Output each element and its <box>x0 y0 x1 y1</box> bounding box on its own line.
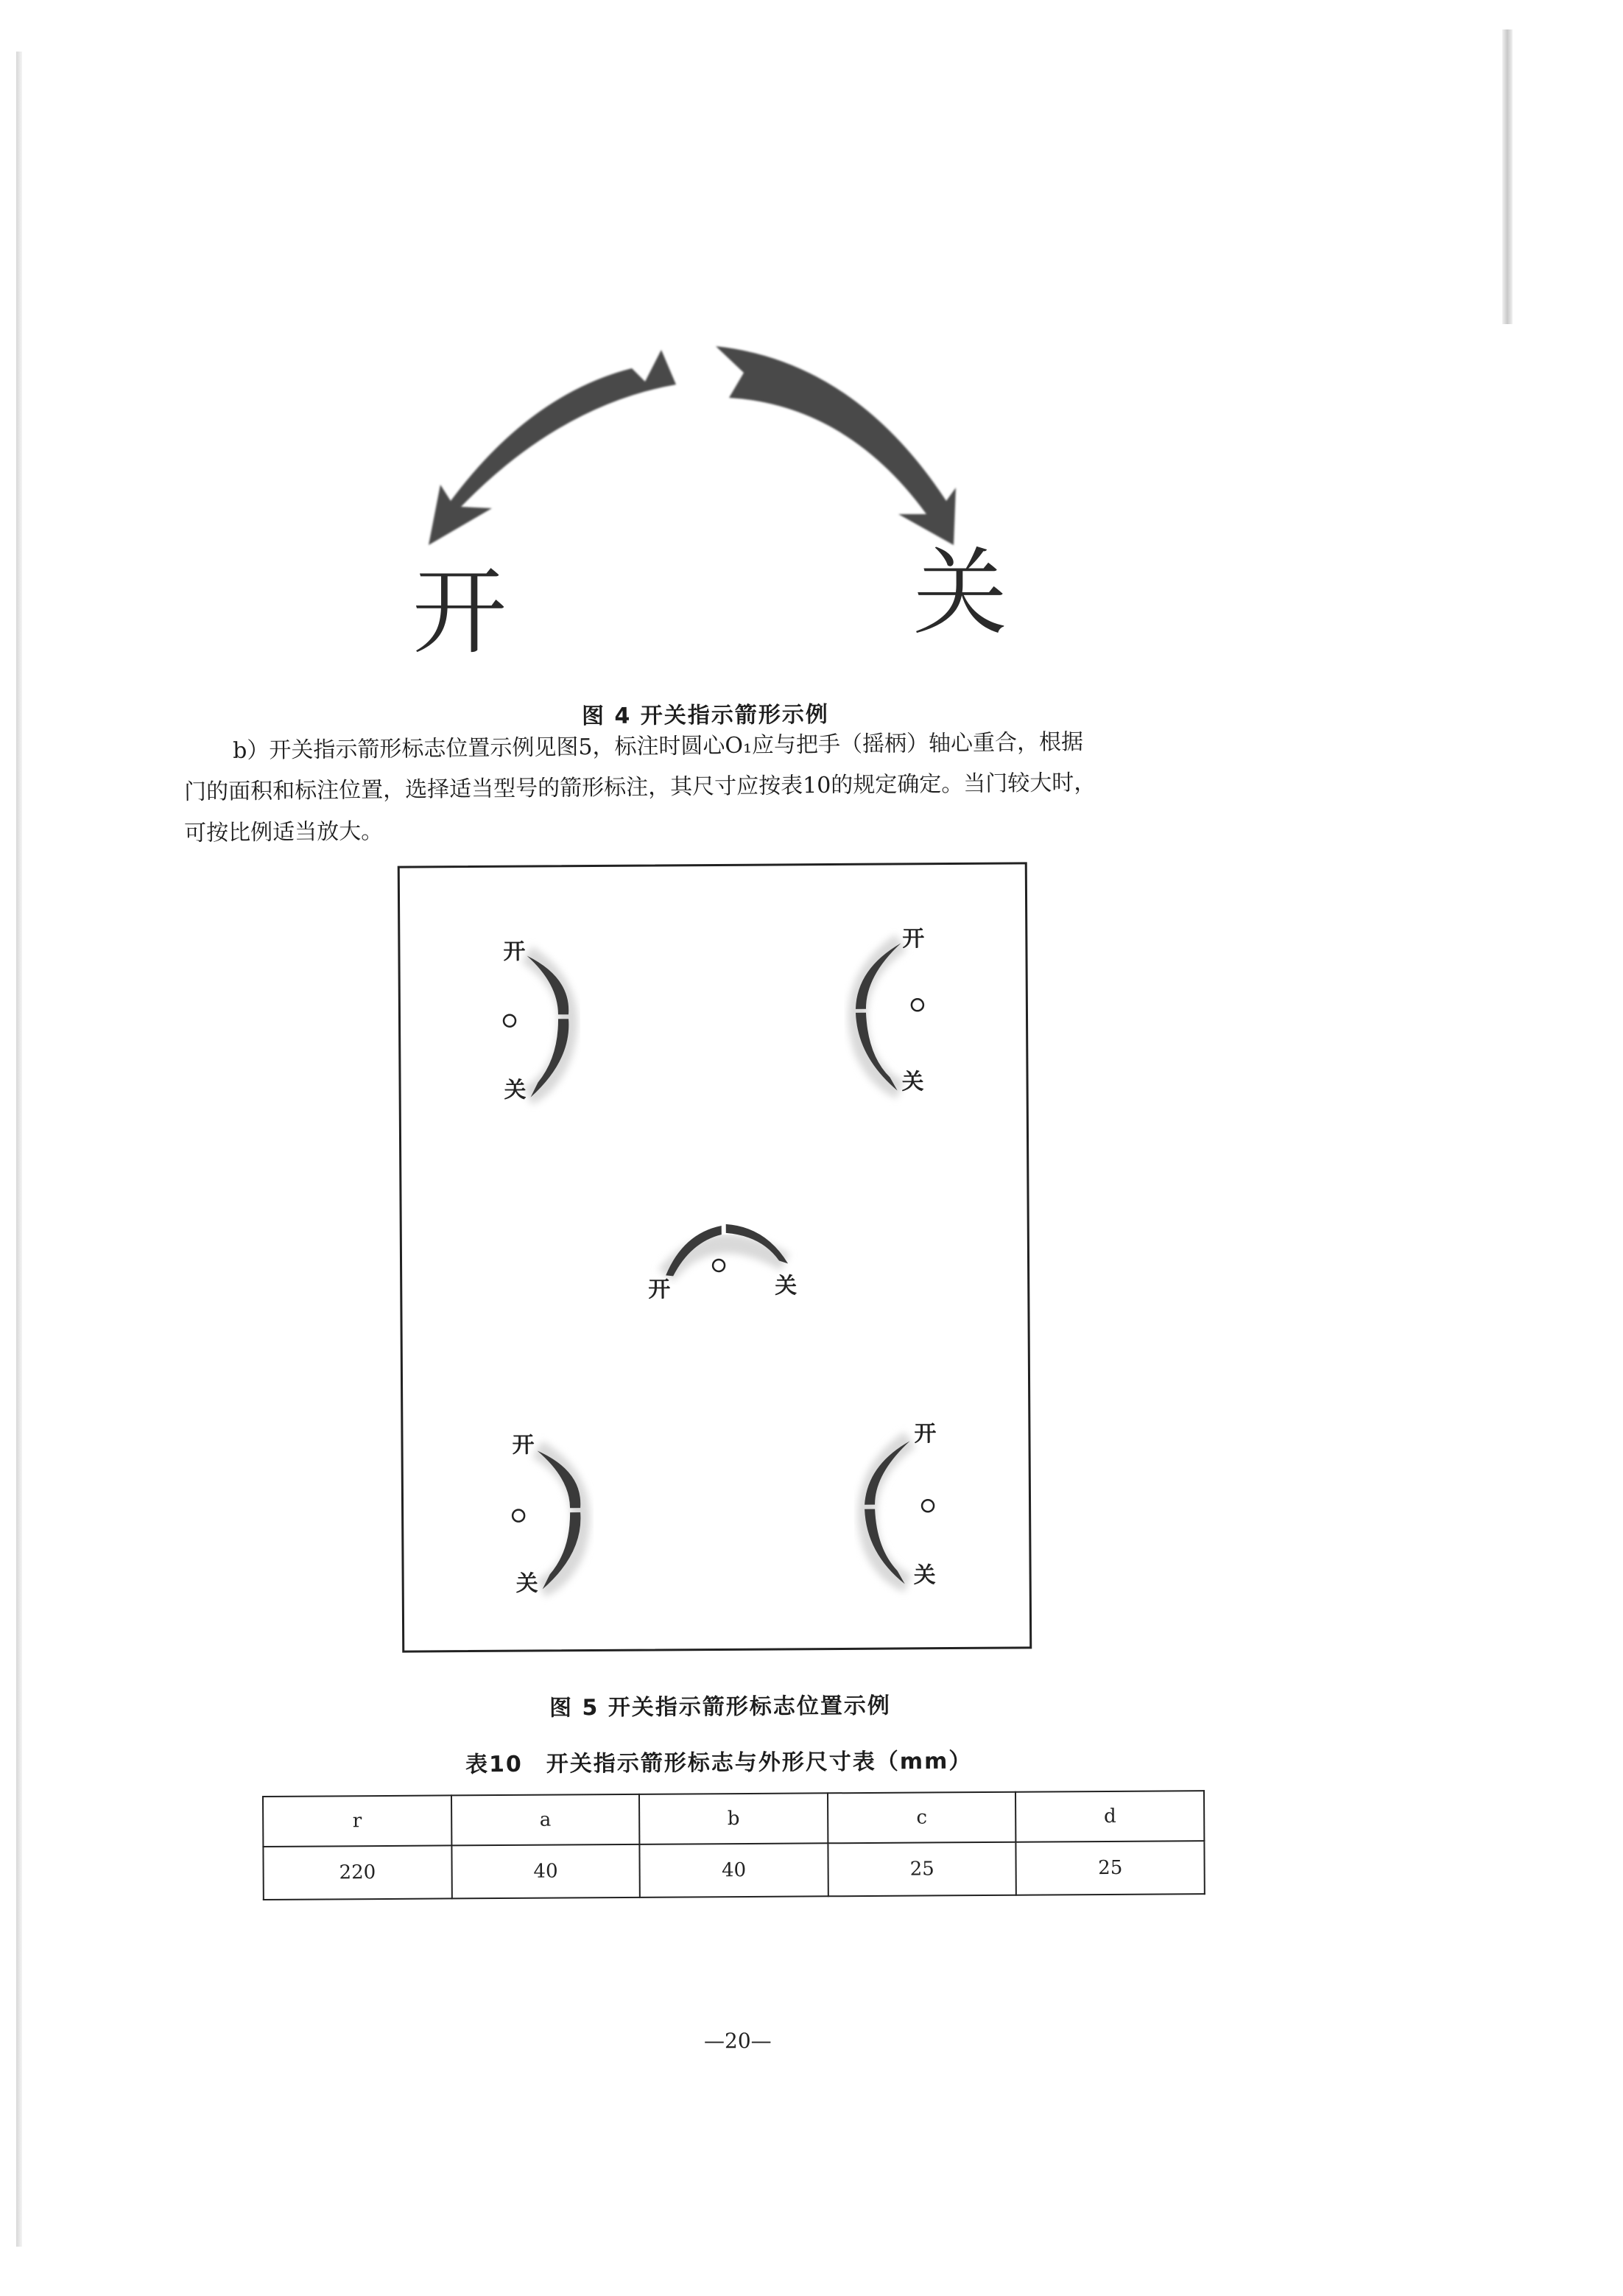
figure4-close-label: 关 <box>913 538 1008 648</box>
table10-header-cell: d <box>1015 1791 1204 1842</box>
mark-bottom-right-close-label: 关 <box>913 1562 936 1589</box>
mark-top-left-close-label: 关 <box>504 1077 527 1103</box>
table10-value-cell: 25 <box>1016 1841 1205 1895</box>
table10 <box>262 1790 1205 1900</box>
mark-center-open-label: 开 <box>648 1277 671 1303</box>
table10-value-cell: 220 <box>263 1845 451 1900</box>
figure4-open-label: 开 <box>412 558 507 667</box>
table10-header-cell: r <box>263 1795 451 1847</box>
figure4-caption: 图 4 开关指示箭形示例 <box>581 701 829 730</box>
figure4-open-arrow <box>429 350 676 545</box>
table10-value-cell: 40 <box>640 1843 828 1897</box>
mark-center <box>666 1224 788 1276</box>
mark-center-close-label: 关 <box>775 1273 798 1299</box>
paragraph-line-3: 可按比例适当放大。 <box>184 818 384 846</box>
table10-header-cell: a <box>451 1794 640 1846</box>
figure5-door-frame <box>398 862 1032 1652</box>
scan-edge-right <box>1502 29 1513 324</box>
figure4-close-arrow <box>716 346 956 545</box>
figure5-marks <box>400 864 1035 1654</box>
page-number: —20— <box>704 2029 772 2053</box>
mark-top-right-open-label: 开 <box>902 926 925 952</box>
mark-top-left-open-label: 开 <box>503 938 526 965</box>
table10-header-row <box>263 1791 1204 1847</box>
paragraph-line-1: b）开关指示箭形标志位置示例见图5，标注时圆心O₁应与把手（摇柄）轴心重合，根据 <box>233 729 1084 764</box>
mark-bottom-left-open-label: 开 <box>512 1432 535 1458</box>
mark-bottom-left-close-label: 关 <box>515 1570 538 1597</box>
table10-header-cell: c <box>828 1792 1016 1844</box>
scan-edge-left <box>16 52 22 2247</box>
table10-header-cell: b <box>639 1793 828 1844</box>
figure5-caption: 图 5 开关指示箭形标志位置示例 <box>549 1693 891 1721</box>
mark-bottom-left <box>513 1449 581 1590</box>
table10-value-cell: 40 <box>451 1844 640 1899</box>
paragraph-line-2: 门的面积和标注位置，选择适当型号的箭形标注，其尺寸应按表10的规定确定。当门较大时， <box>184 770 1096 805</box>
table10-value-row <box>263 1841 1204 1900</box>
mark-top-left <box>503 954 568 1098</box>
table10-value-cell: 25 <box>828 1842 1016 1897</box>
mark-bottom-right-open-label: 开 <box>914 1421 937 1447</box>
table10-caption: 表10 开关指示箭形标志与外形尺寸表（mm） <box>465 1748 973 1778</box>
mark-top-right-close-label: 关 <box>901 1069 924 1095</box>
